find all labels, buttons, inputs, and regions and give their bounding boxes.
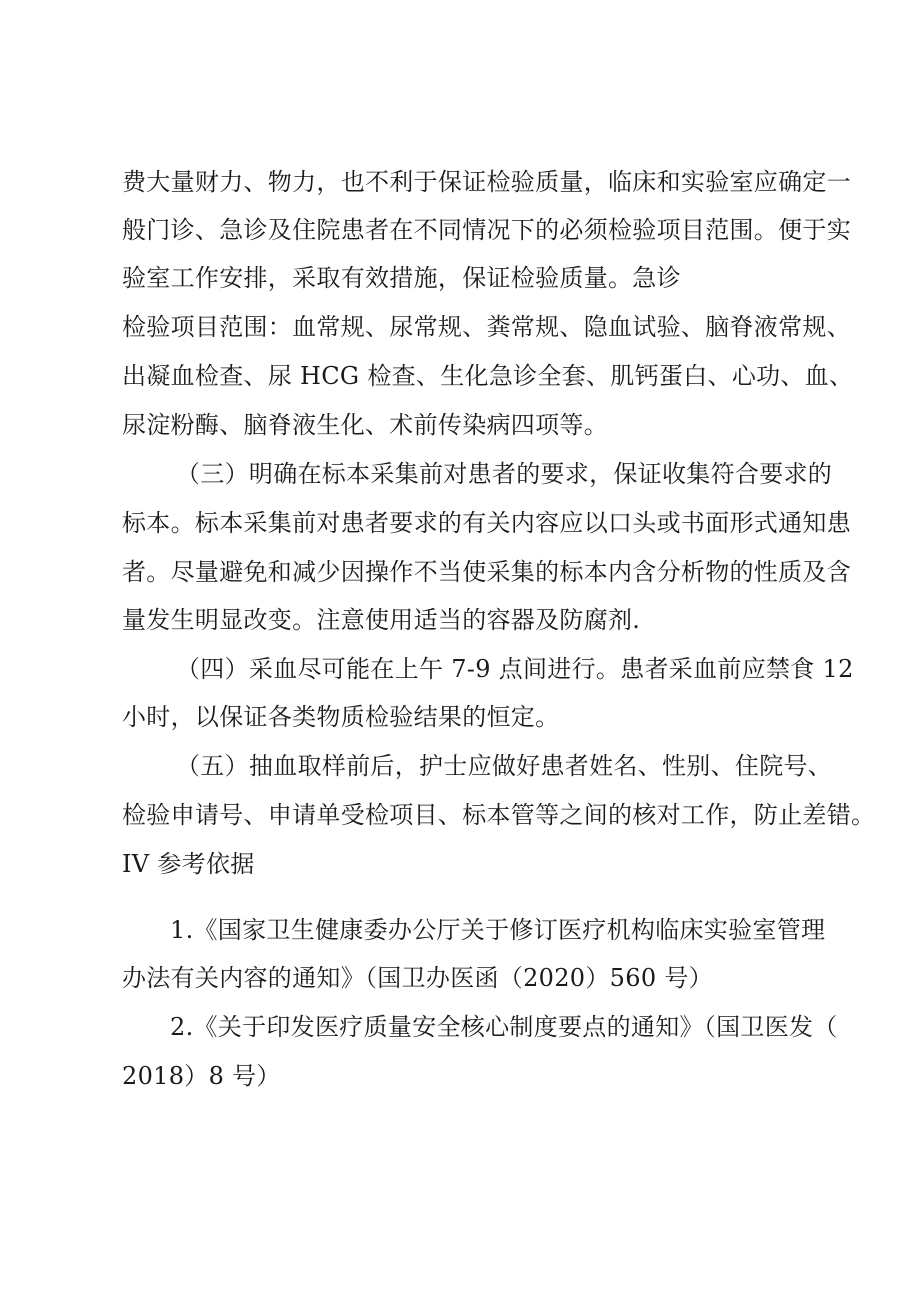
text-line: 2018）8 号） [122, 1062, 281, 1090]
text-line: 般门诊、急诊及住院患者在不同情况下的必须检验项目范围。便于实 [122, 216, 851, 244]
text-line: （五）抽血取样前后，护士应做好患者姓名、性别、住院号、 [176, 752, 833, 780]
text-line: 尿淀粉酶、脑脊液生化、术前传染病四项等。 [122, 411, 608, 439]
text-line: 验室工作安排，采取有效措施，保证检验质量。急诊 [122, 264, 681, 292]
text-line: （四）采血尽可能在上午 7-9 点间进行。患者采血前应禁食 12 [176, 655, 854, 683]
text-line: （三）明确在标本采集前对患者的要求，保证收集符合要求的 [176, 460, 833, 488]
text-line: 量发生明显改变。注意使用适当的容器及防腐剂. [122, 606, 641, 634]
text-line: 检验申请号、申请单受检项目、标本管等之间的核对工作，防止差错。 [122, 801, 876, 829]
text-line: 办法有关内容的通知》（国卫办医函（2020）560 号） [122, 964, 713, 992]
text-line: 2.《关于印发医疗质量安全核心制度要点的通知》（国卫医发（ [170, 1013, 838, 1041]
text-line: 1.《国家卫生健康委办公厅关于修订医疗机构临床实验室管理 [170, 916, 826, 944]
text-line: 小时，以保证各类物质检验结果的恒定。 [122, 703, 560, 731]
text-line: 出凝血检查、尿 HCG 检查、生化急诊全套、肌钙蛋白、心功、血、 [122, 362, 854, 390]
text-line: 者。尽量避免和减少因操作不当使采集的标本内含分析物的性质及含 [122, 558, 851, 586]
text-line: 费大量财力、物力，也不利于保证检验质量，临床和实验室应确定一 [122, 168, 851, 196]
section-heading: IV 参考依据 [122, 850, 255, 878]
text-line: 检验项目范围：血常规、尿常规、粪常规、隐血试验、脑脊液常规、 [122, 313, 851, 341]
text-line: 标本。标本采集前对患者要求的有关内容应以口头或书面形式通知患 [122, 509, 851, 537]
